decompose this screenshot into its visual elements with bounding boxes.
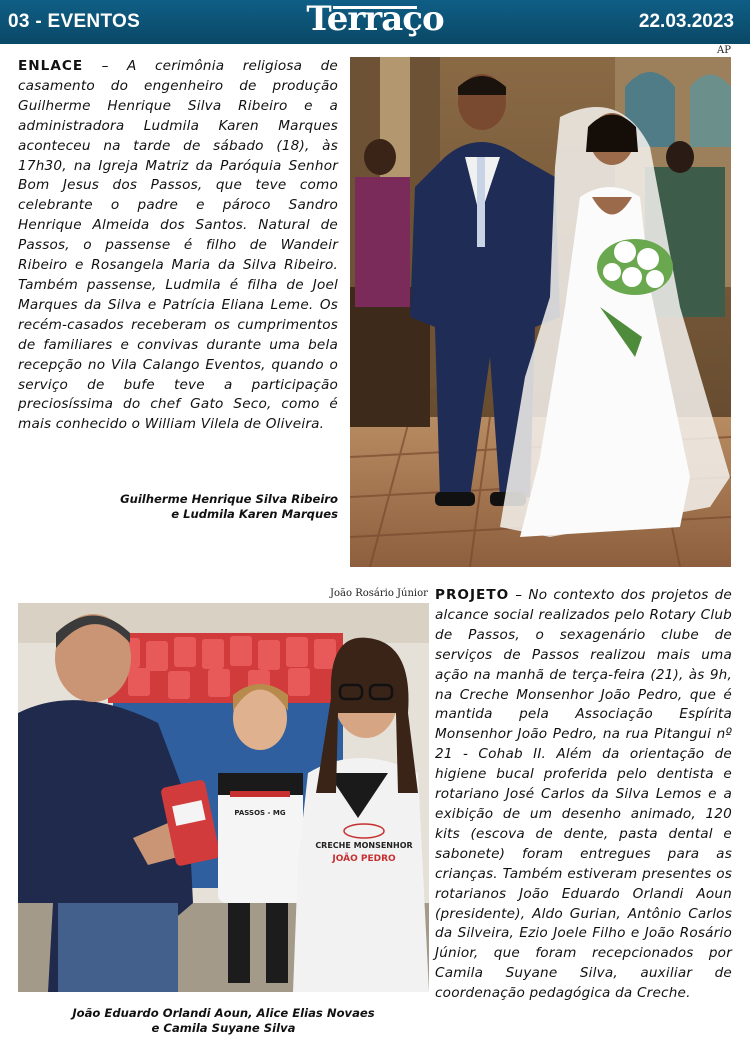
photo-caption-project xyxy=(18,1006,429,1036)
project-photo xyxy=(18,603,429,992)
caption-line: e Camila Suyane Silva xyxy=(151,1021,296,1035)
article-body-projeto: – No contexto dos projetos de alcance social realizados pelo Rotary Club de Passos, o sexagenário clube de serviços de Passos realizou mais uma ação na manhã de terça-feira (21), às 9h, na Creche Monsenhor João Pedro, que é mantida pela Associação Espírita Monsenhor João Pedro, na rua Pitangui nº 21 - Cohab II. Além da orientação de higiene bucal proferida pelo dentista e rotariano José Carlos da Silva Lemos e a exibição de um desenho animado, 120 kits (escova de dente, pasta dental e sabonete) foram entregues para as crianças. Também estiveram presentes os rotarianos João Eduardo Orlandi Aoun (presidente), Aldo Gurian, Antônio Carlos da Silveira, Ezio Joele Filho e João Rosário Júnior, que foram recepcionados por Camila Suyane Silva, auxiliar de coordenação pedagógica da Creche. xyxy=(435,587,732,1002)
photo-credit-1: AP xyxy=(717,45,731,56)
article-lead-projeto: PROJETO xyxy=(435,587,510,603)
photo-credit-2: João Rosário Júnior xyxy=(330,588,428,599)
shirt-text-2: JOÃO PEDRO xyxy=(332,854,396,864)
section-label: 03 - EVENTOS xyxy=(8,11,141,32)
caption-line: Guilherme Henrique Silva Ribeiro xyxy=(120,492,338,506)
article-enlace xyxy=(18,57,338,435)
shirt-text-1: CRECHE MONSENHOR xyxy=(315,841,413,850)
article-projeto xyxy=(435,586,732,1004)
article-body-enlace: – A cerimônia religiosa de casamento do engenheiro de produção Guilherme Henrique Silva Ribeiro e a administradora Ludmila Karen Marques aconteceu na tarde de sábado (18), às 17h30, na Igreja Matriz da Paróquia Senhor Bom Jesus dos Passos, que teve como celebrante o padre e pároco Sandro Henrique Almeida dos Santos. Natural de Passos, o passense é filho de Wandeir Ribeiro e Rosangela Maria da Silva Ribeiro. Também passense, Ludmila é filha de Joel Marques da Silva e Patrícia Eliana Leme. Os recém-casados receberam os cumprimentos de familiares e convivas durante uma bela recepção no Vila Calango Eventos, quando o serviço de bufe teve a participação preciosíssima do chef Gato Seco, como é mais conhecido o William Vilela de Oliveira. xyxy=(18,58,338,433)
wedding-photo xyxy=(350,57,731,567)
article-lead-enlace: ENLACE xyxy=(18,58,84,74)
issue-date: 22.03.2023 xyxy=(638,11,734,32)
caption-line: João Eduardo Orlandi Aoun, Alice Elias Novaes xyxy=(72,1006,375,1020)
child-shirt-text: PASSOS - MG xyxy=(234,809,286,817)
caption-line: e Ludmila Karen Marques xyxy=(171,507,338,521)
page-header xyxy=(0,0,750,44)
publication-logo: Terraço xyxy=(306,0,444,39)
photo-caption-wedding xyxy=(18,492,338,522)
